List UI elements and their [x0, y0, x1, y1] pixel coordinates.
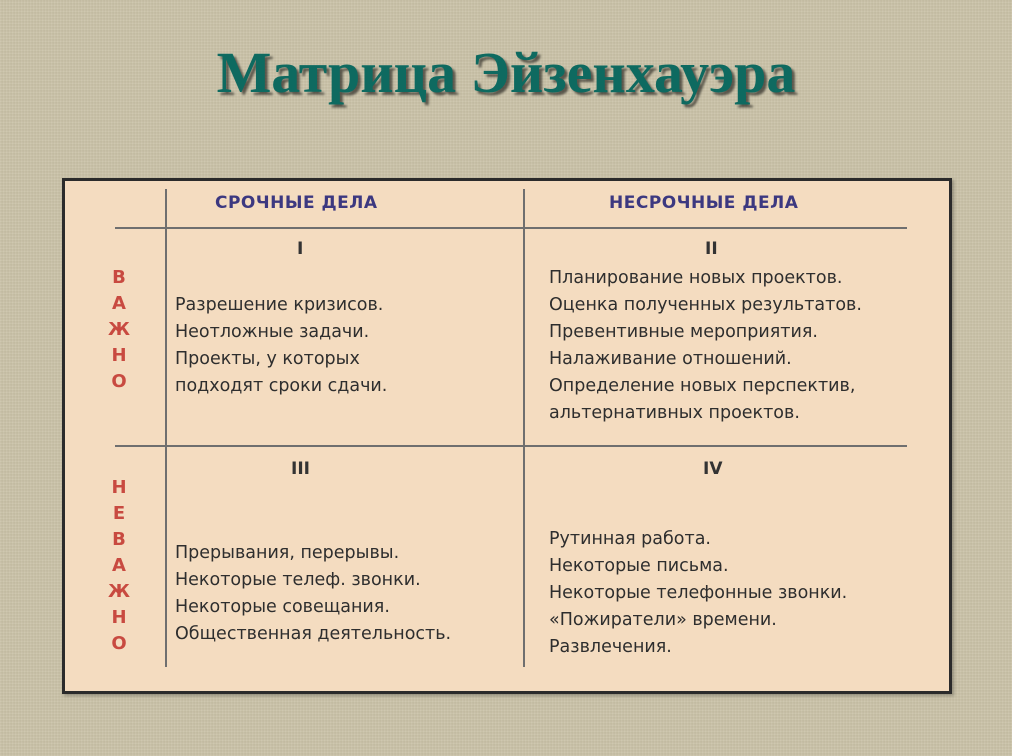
row-label-letter: Е	[112, 503, 126, 524]
row-label-letter: Н	[111, 477, 127, 498]
row-label-letter: А	[112, 293, 126, 314]
middle-divider	[115, 445, 907, 447]
row-label-letter: А	[112, 555, 126, 576]
list-item: Рутинная работа.	[549, 529, 711, 549]
list-item: Некоторые совещания.	[175, 597, 390, 617]
row-label-letter: Н	[111, 607, 127, 628]
list-item: подходят сроки сдачи.	[175, 376, 388, 396]
row-label-letter: В	[112, 529, 126, 550]
list-item: Налаживание отношений.	[549, 349, 792, 369]
quadrant-4-numeral: IV	[703, 459, 723, 479]
column-header-urgent: СРОЧНЫЕ ДЕЛА	[215, 193, 378, 213]
list-item: Разрешение кризисов.	[175, 295, 384, 315]
row-label-letter: Ж	[107, 319, 131, 340]
list-item: Некоторые телеф. звонки.	[175, 570, 421, 590]
row-label-not-important	[105, 475, 133, 657]
quadrant-2-numeral: II	[705, 239, 718, 259]
quadrant-2-list	[549, 265, 862, 427]
quadrant-3-list	[175, 540, 451, 648]
row-label-letter: Ж	[107, 581, 131, 602]
list-item: Планирование новых проектов.	[549, 268, 843, 288]
left-divider	[165, 189, 167, 667]
row-label-letter: О	[111, 633, 127, 654]
list-item: Определение новых перспектив,	[549, 376, 856, 396]
list-item: Прерывания, перерывы.	[175, 543, 400, 563]
row-label-letter: О	[111, 371, 127, 392]
list-item: Общественная деятельность.	[175, 624, 452, 644]
list-item: «Пожиратели» времени.	[549, 610, 777, 630]
list-item: Превентивные мероприятия.	[549, 322, 818, 342]
row-label-letter: Н	[111, 345, 127, 366]
quadrant-4-list	[549, 526, 847, 661]
list-item: Проекты, у которых	[175, 349, 360, 369]
eisenhower-matrix	[62, 178, 952, 694]
slide-title: Матрица Эйзенхауэра	[216, 40, 796, 105]
list-item: альтернативных проектов.	[549, 403, 800, 423]
list-item: Некоторые телефонные звонки.	[549, 583, 848, 603]
list-item: Некоторые письма.	[549, 556, 729, 576]
list-item: Неотложные задачи.	[175, 322, 370, 342]
list-item: Развлечения.	[549, 637, 672, 657]
quadrant-1-numeral: I	[297, 239, 304, 259]
row-label-letter: В	[112, 267, 126, 288]
column-header-not-urgent: НЕСРОЧНЫЕ ДЕЛА	[609, 193, 799, 213]
quadrant-1-list	[175, 292, 387, 400]
row-label-important	[105, 265, 133, 395]
list-item: Оценка полученных результатов.	[549, 295, 862, 315]
quadrant-3-numeral: III	[291, 459, 310, 479]
center-divider	[523, 189, 525, 667]
header-divider	[115, 227, 907, 229]
